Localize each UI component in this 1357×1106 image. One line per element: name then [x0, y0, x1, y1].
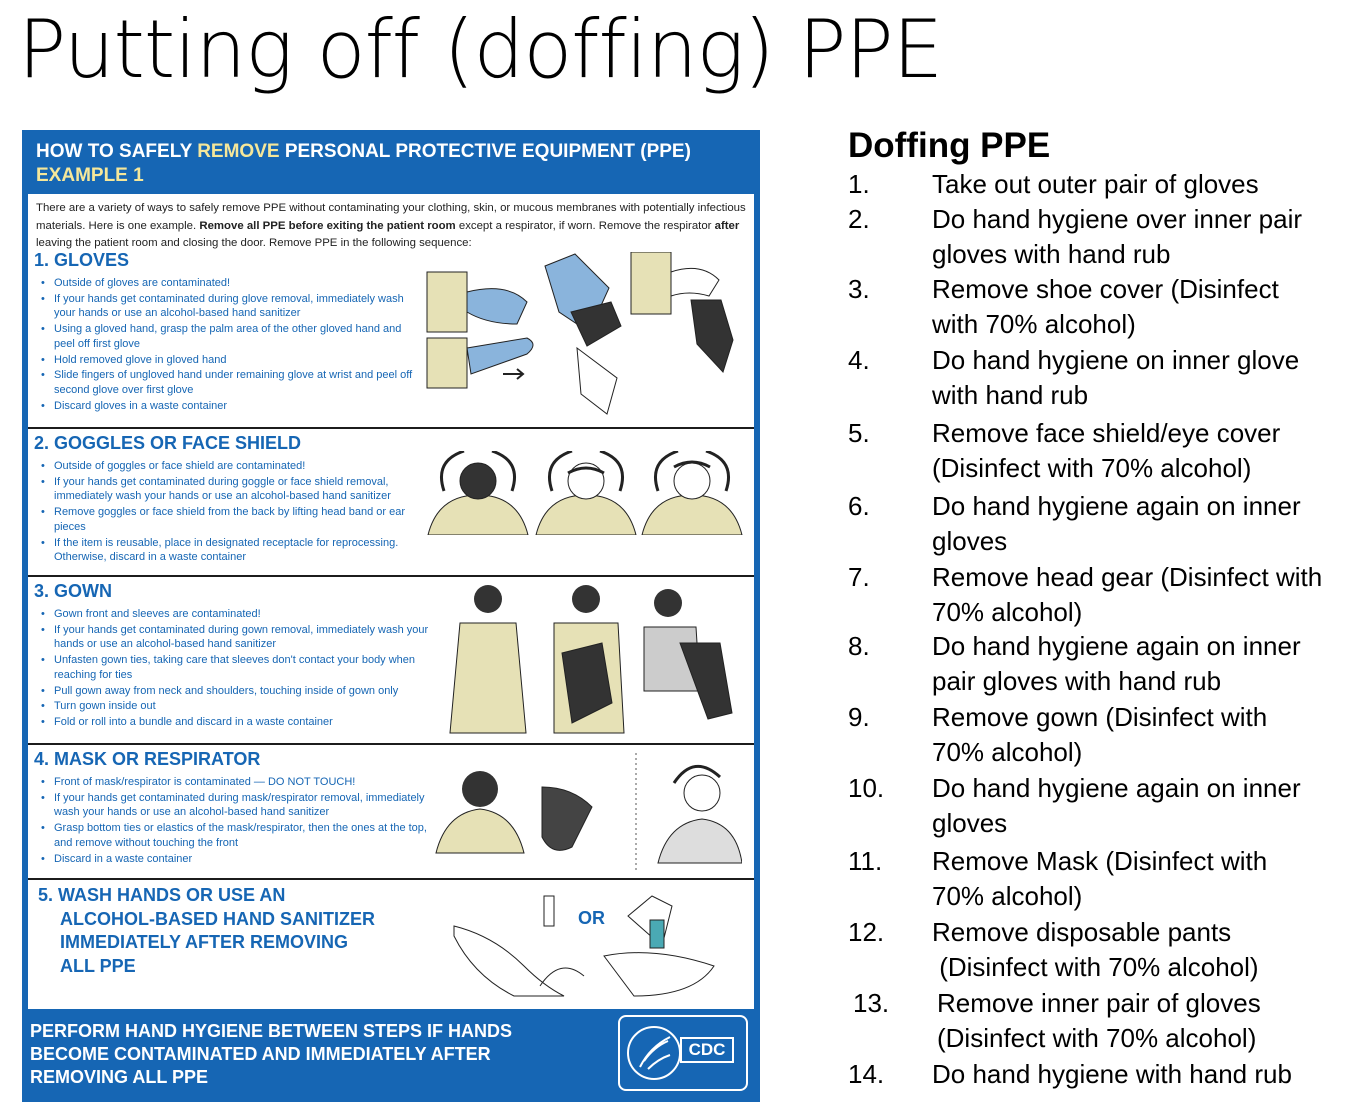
section-gloves	[28, 250, 754, 422]
section-gown	[28, 575, 754, 743]
slide-title: Putting off (doffing) PPE	[18, 3, 943, 96]
bullet: • Fold or roll into a bundle and discard in a waste container	[36, 715, 436, 730]
step-text: Do hand hygiene on inner glove with hand rub	[932, 345, 1300, 410]
bullet: • Discard gloves in a waste container	[36, 399, 416, 414]
wash-line: 5. WASH HANDS OR USE AN	[38, 885, 286, 905]
step-text: Do hand hygiene again on inner gloves	[932, 491, 1301, 556]
bullet: • If your hands get contaminated during glove removal, immediately wash your hands or use an alcohol-based hand sanitizer	[36, 292, 416, 321]
cdc-logo-text: CDC	[680, 1037, 734, 1063]
cdc-logo	[618, 1015, 748, 1091]
step-text: Do hand hygiene over inner pair gloves with hand rub	[932, 204, 1303, 269]
step-number: 1.	[848, 169, 870, 199]
step-number: 11.	[848, 846, 883, 876]
header-example: EXAMPLE 1	[36, 165, 144, 186]
section-wash-hands	[28, 878, 754, 1008]
step-number: 5.	[848, 418, 870, 448]
intro-bold-2: after	[714, 219, 740, 232]
section-title: 1. GLOVES	[34, 250, 130, 270]
step-text: Remove inner pair of gloves (Disinfect with 70% alcohol)	[937, 988, 1261, 1053]
bullet-list	[36, 607, 436, 731]
step-text: Remove head gear (Disinfect with 70% alcohol)	[932, 562, 1323, 627]
wash-title	[38, 884, 375, 978]
intro-text-2: except a respirator, if worn. Remove the respirator	[455, 219, 715, 232]
glove-removal-illustration	[423, 252, 738, 420]
bullet: • Gown front and sleeves are contaminated!	[36, 607, 436, 622]
step-text: Remove disposable pants (Disinfect with 70% alcohol)	[932, 917, 1259, 982]
step-number: 2.	[848, 204, 870, 234]
footer-line: REMOVING ALL PPE	[30, 1067, 209, 1087]
bullet: • If the item is reusable, place in designated receptacle for reprocessing. Otherwise, discard in a waste container	[36, 536, 426, 565]
cdc-ppe-poster	[22, 130, 760, 1102]
step-text: Remove face shield/eye cover (Disinfect with 70% alcohol)	[932, 418, 1281, 483]
section-mask	[28, 743, 754, 878]
bullet-list	[36, 459, 426, 566]
or-label: OR	[578, 908, 605, 928]
step-text: Do hand hygiene with hand rub	[932, 1059, 1292, 1089]
bullet: • Using a gloved hand, grasp the palm area of the other gloved hand and peel off first glove	[36, 322, 416, 351]
wash-line: ALCOHOL-BASED HAND SANITIZER	[60, 908, 375, 929]
step-number: 13.	[853, 988, 890, 1018]
bullet: • Grasp bottom ties or elastics of the mask/respirator, then the ones at the top, and remove without touching the front	[36, 821, 436, 850]
bullet: • Unfasten gown ties, taking care that sleeves don't contact your body when reaching for ties	[36, 653, 436, 682]
section-title: 2. GOGGLES OR FACE SHIELD	[34, 433, 302, 453]
step-number: 8.	[848, 631, 870, 661]
doffing-title: Doffing PPE	[848, 126, 1051, 165]
bullet-list	[36, 775, 436, 867]
step-number: 4.	[848, 345, 870, 375]
step-text: Remove gown (Disinfect with 70% alcohol)	[932, 702, 1268, 767]
gown-removal-illustration	[446, 583, 736, 735]
step-text: Do hand hygiene again on inner pair gloves with hand rub	[932, 631, 1301, 696]
step-number: 10.	[848, 773, 885, 803]
hhs-eagle-icon	[626, 1023, 682, 1083]
step-number: 3.	[848, 274, 870, 304]
step-number: 12.	[848, 917, 885, 947]
step-text: Remove Mask (Disinfect with 70% alcohol)	[932, 846, 1268, 911]
section-title: 4. MASK OR RESPIRATOR	[34, 749, 261, 769]
section-title: 3. GOWN	[34, 581, 113, 601]
mask-removal-illustration	[432, 753, 742, 871]
step-number: 9.	[848, 702, 870, 732]
step-number: 14.	[848, 1059, 885, 1089]
step-text: Take out outer pair of gloves	[932, 169, 1259, 199]
header-post: PERSONAL PROTECTIVE EQUIPMENT (PPE)	[279, 141, 691, 162]
intro-text-1: There are a variety of ways to safely remove PPE without contaminating your clothing, skin, or mucous membranes with potentially infectious materials. Here is one example.	[36, 202, 746, 232]
bullet: • Outside of goggles or face shield are contaminated!	[36, 459, 426, 474]
bullet: • Hold removed glove in gloved hand	[36, 353, 416, 368]
poster-footer	[30, 1020, 610, 1089]
header-highlight: REMOVE	[197, 141, 280, 162]
step-text: Remove shoe cover (Disinfect with 70% alcohol)	[932, 274, 1279, 339]
intro-text-3: leaving the patient room and closing the door. Remove PPE in the following sequence:	[36, 237, 472, 249]
bullet: • Remove goggles or face shield from the back by lifting head band or ear pieces	[36, 505, 426, 534]
step-number: 6.	[848, 491, 870, 521]
bullet: • Front of mask/respirator is contaminated — DO NOT TOUCH!	[36, 775, 436, 790]
header-pre: HOW TO SAFELY	[36, 141, 198, 162]
bullet: • Slide fingers of ungloved hand under remaining glove at wrist and peel off second glove over first glove	[36, 368, 416, 397]
step-number: 7.	[848, 562, 870, 592]
bullet: • If your hands get contaminated during gown removal, immediately wash your hands or use an alcohol-based hand sanitizer	[36, 623, 436, 652]
footer-line: PERFORM HAND HYGIENE BETWEEN STEPS IF HANDS	[30, 1021, 513, 1041]
bullet: • If your hands get contaminated during goggle or face shield removal, immediately wash your hands or use an alcohol-based hand sanitizer	[36, 475, 426, 504]
wash-line: IMMEDIATELY AFTER REMOVING	[60, 932, 349, 952]
step-text: Do hand hygiene again on inner gloves	[932, 773, 1301, 838]
bullet-list	[36, 276, 416, 414]
bullet: • Outside of gloves are contaminated!	[36, 276, 416, 291]
bullet: • Discard in a waste container	[36, 852, 436, 867]
bullet: • Pull gown away from neck and shoulders, touching inside of gown only	[36, 684, 436, 699]
intro-bold-1: Remove all PPE before exiting the patient room	[199, 219, 456, 232]
poster-body	[28, 194, 754, 1009]
footer-line: BECOME CONTAMINATED AND IMMEDIATELY AFTER	[30, 1044, 491, 1064]
wash-line: ALL PPE	[60, 955, 136, 976]
poster-intro	[36, 200, 746, 253]
poster-header	[28, 136, 754, 194]
section-goggles	[28, 427, 754, 575]
goggles-removal-illustration	[424, 451, 746, 535]
handwash-illustration	[444, 886, 744, 1004]
bullet: • If your hands get contaminated during mask/respirator removal, immediately wash your hands or use an alcohol-based hand sanitizer	[36, 791, 436, 820]
bullet: • Turn gown inside out	[36, 699, 436, 714]
